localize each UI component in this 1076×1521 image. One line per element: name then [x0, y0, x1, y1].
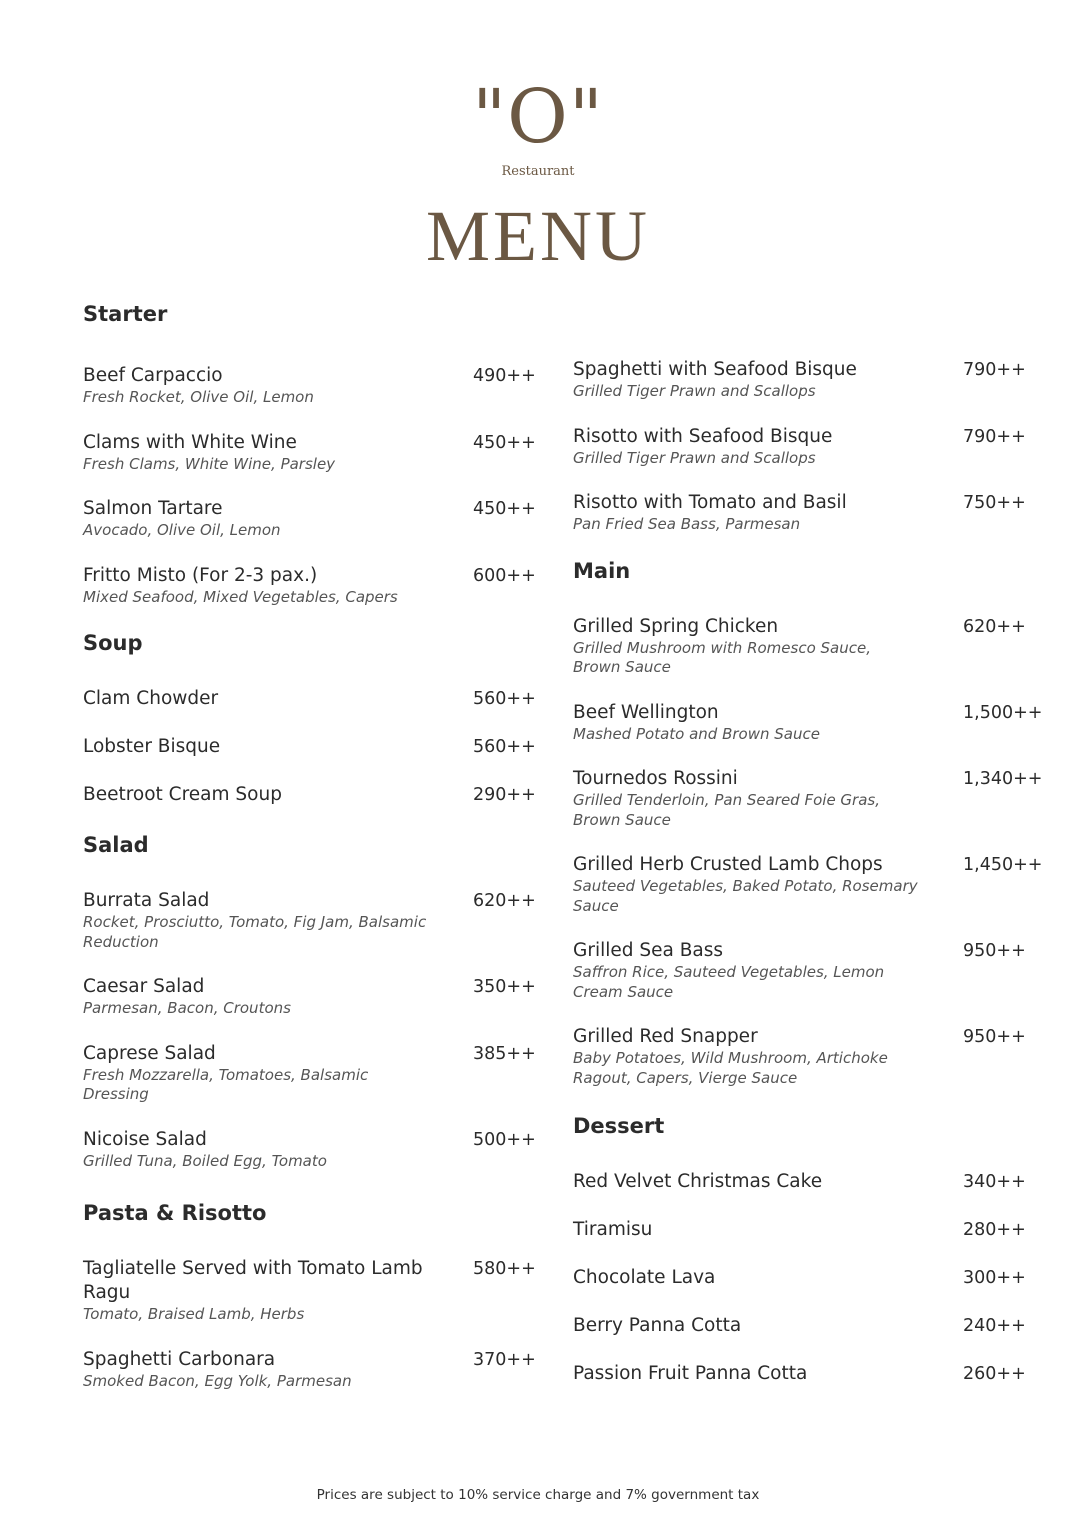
menu-item-price: 1,340++: [963, 769, 1043, 789]
menu-section-salad: [83, 831, 553, 1171]
menu-item-price: 490++: [473, 366, 536, 386]
menu-item: [573, 425, 1043, 469]
section-title: Dessert: [573, 1114, 665, 1138]
menu-item: [83, 497, 553, 541]
menu-item-price: 950++: [963, 1027, 1026, 1047]
menu-item: [83, 687, 553, 711]
menu-item: [573, 358, 1043, 402]
menu-item: [83, 1042, 553, 1105]
menu-item: [83, 975, 553, 1019]
menu-item-description: Grilled Tenderloin, Pan Seared Foie Gras, Brown Sauce: [573, 791, 881, 829]
menu-item-name: Red Velvet Christmas Cake: [573, 1171, 823, 1192]
menu-item-price: 300++: [963, 1268, 1026, 1288]
menu-item-name: Chocolate Lava: [573, 1267, 716, 1288]
menu-item: [83, 783, 553, 807]
menu-item: [83, 1257, 553, 1325]
menu-item-price: 280++: [963, 1220, 1026, 1240]
menu-item: [573, 701, 1043, 745]
menu-item-name: Tagliatelle Served with Tomato Lamb Ragu: [83, 1258, 423, 1303]
section-title: Main: [573, 558, 631, 583]
menu-item-price: 340++: [963, 1172, 1026, 1192]
menu-item-name: Tiramisu: [573, 1219, 653, 1240]
menu-item-price: 750++: [963, 493, 1026, 513]
menu-item-price: 290++: [473, 785, 536, 805]
menu-item-price: 1,450++: [963, 855, 1043, 875]
section-title: Soup: [83, 631, 143, 655]
menu-item-name: Caesar Salad: [83, 976, 205, 997]
menu-item-name: Grilled Spring Chicken: [573, 615, 779, 637]
menu-section-dessert: [573, 1112, 1043, 1386]
menu-item-name: Clams with White Wine: [83, 431, 297, 453]
menu-item: [573, 767, 1043, 830]
menu-item: [83, 735, 553, 759]
menu-item: [573, 1025, 1043, 1088]
menu-item: [83, 889, 553, 952]
menu-item-description: Grilled Tiger Prawn and Scallops: [573, 448, 816, 467]
menu-item-name: Grilled Red Snapper: [573, 1026, 758, 1047]
menu-item-name: Spaghetti with Seafood Bisque: [573, 359, 857, 380]
menu-item-name: Lobster Bisque: [83, 736, 221, 757]
menu-item: [83, 1348, 553, 1392]
menu-item-description: Grilled Mushroom with Romesco Sauce, Brown Sauce: [573, 638, 871, 676]
menu-item-description: Avocado, Olive Oil, Lemon: [83, 521, 281, 539]
menu-section-soup: [83, 629, 553, 807]
restaurant-logo-subtitle: Restaurant: [501, 164, 575, 179]
menu-item-description: Smoked Bacon, Egg Yolk, Parmesan: [83, 1371, 352, 1390]
menu-item-price: 1,500++: [963, 702, 1043, 723]
menu-item-price: 350++: [473, 977, 536, 997]
menu-section-main: [573, 557, 1043, 1089]
menu-item: [83, 431, 553, 475]
menu-item: [573, 1362, 1043, 1386]
menu-item-description: Mixed Seafood, Mixed Vegetables, Capers: [83, 587, 398, 606]
menu-item-name: Beef Wellington: [573, 701, 719, 723]
menu-item-description: Pan Fried Sea Bass, Parmesan: [573, 515, 801, 533]
menu-item-name: Grilled Sea Bass: [573, 940, 724, 961]
service-charge-note: Prices are subject to 10% service charge and 7% government tax: [316, 1487, 760, 1503]
menu-item-description: Fresh Rocket, Olive Oil, Lemon: [83, 388, 314, 406]
menu-item-description: Grilled Tiger Prawn and Scallops: [573, 382, 816, 400]
menu-item-name: Nicoise Salad: [83, 1128, 207, 1150]
menu-item-price: 620++: [963, 616, 1026, 637]
menu-item-description: Fresh Clams, White Wine, Parsley: [83, 454, 336, 473]
menu-item: [573, 491, 1043, 535]
menu-column-right: [573, 358, 1043, 1386]
menu-item-name: Fritto Misto (For 2-3 pax.): [83, 564, 318, 586]
menu-item-price: 500++: [473, 1129, 536, 1150]
menu-item: [83, 564, 553, 608]
menu-item-description: Fresh Mozzarella, Tomatoes, Balsamic Dressing: [83, 1065, 369, 1103]
menu-item-description: Baby Potatoes, Wild Mushroom, Artichoke Ragout, Capers, Vierge Sauce: [573, 1049, 888, 1087]
menu-item-price: 240++: [963, 1316, 1026, 1336]
menu-section-pasta-and-risotto: [83, 1199, 553, 1391]
menu-column-left: [83, 300, 553, 1391]
menu-item-price: 450++: [473, 499, 536, 519]
menu-item-name: Passion Fruit Panna Cotta: [573, 1363, 808, 1384]
section-title: Pasta & Risotto: [83, 1201, 267, 1225]
menu-item-name: Caprese Salad: [83, 1042, 216, 1064]
menu-item-price: 790++: [963, 360, 1026, 380]
menu-item: [573, 1314, 1043, 1338]
menu-item-description: Rocket, Prosciutto, Tomato, Fig Jam, Balsamic Reduction: [83, 913, 427, 951]
menu-item-description: Saffron Rice, Sauteed Vegetables, Lemon Cream Sauce: [573, 963, 885, 1001]
menu-item-name: Risotto with Seafood Bisque: [573, 425, 833, 447]
menu-item-price: 600++: [473, 565, 536, 586]
menu-item-name: Tournedos Rossini: [573, 768, 738, 789]
menu-item-name: Grilled Herb Crusted Lamb Chops: [573, 854, 883, 875]
menu-item-name: Beetroot Cream Soup: [83, 784, 282, 805]
menu-section-continued: [573, 358, 1043, 535]
menu-section-starter: [83, 300, 553, 607]
menu-item-price: 560++: [473, 689, 536, 709]
menu-item: [573, 1170, 1043, 1194]
menu-item-name: Clam Chowder: [83, 688, 219, 709]
menu-item-price: 370++: [473, 1349, 536, 1370]
menu-title: MENU: [426, 196, 650, 276]
menu-item-name: Burrata Salad: [83, 890, 210, 911]
menu-item-price: 790++: [963, 426, 1026, 447]
section-title: Starter: [83, 302, 168, 326]
menu-item-price: 950++: [963, 941, 1026, 961]
menu-item-price: 620++: [473, 891, 536, 911]
menu-item: [83, 1128, 553, 1172]
menu-item-description: Grilled Tuna, Boiled Egg, Tomato: [83, 1151, 327, 1170]
menu-item: [83, 364, 553, 408]
menu-item-name: Salmon Tartare: [83, 498, 223, 519]
menu-item-description: Mashed Potato and Brown Sauce: [573, 724, 820, 743]
menu-item-price: 260++: [963, 1364, 1026, 1384]
menu-item: [573, 853, 1043, 916]
menu-item: [573, 615, 1043, 678]
menu-item-description: Sauteed Vegetables, Baked Potato, Rosemary Sauce: [573, 877, 918, 915]
menu-item-price: 580++: [473, 1259, 536, 1279]
menu-item: [573, 1218, 1043, 1242]
menu-item-description: Parmesan, Bacon, Croutons: [83, 999, 291, 1017]
menu-item: [573, 939, 1043, 1002]
menu-item-description: Tomato, Braised Lamb, Herbs: [83, 1305, 305, 1323]
menu-item-price: 560++: [473, 737, 536, 757]
section-title: Salad: [83, 833, 149, 857]
menu-item-name: Risotto with Tomato and Basil: [573, 492, 847, 513]
menu-item: [573, 1266, 1043, 1290]
menu-item-price: 450++: [473, 432, 536, 453]
menu-item-price: 385++: [473, 1043, 536, 1064]
menu-item-name: Beef Carpaccio: [83, 365, 223, 386]
restaurant-logo: "O": [472, 74, 604, 160]
menu-item-name: Berry Panna Cotta: [573, 1315, 742, 1336]
menu-item-name: Spaghetti Carbonara: [83, 1348, 276, 1370]
